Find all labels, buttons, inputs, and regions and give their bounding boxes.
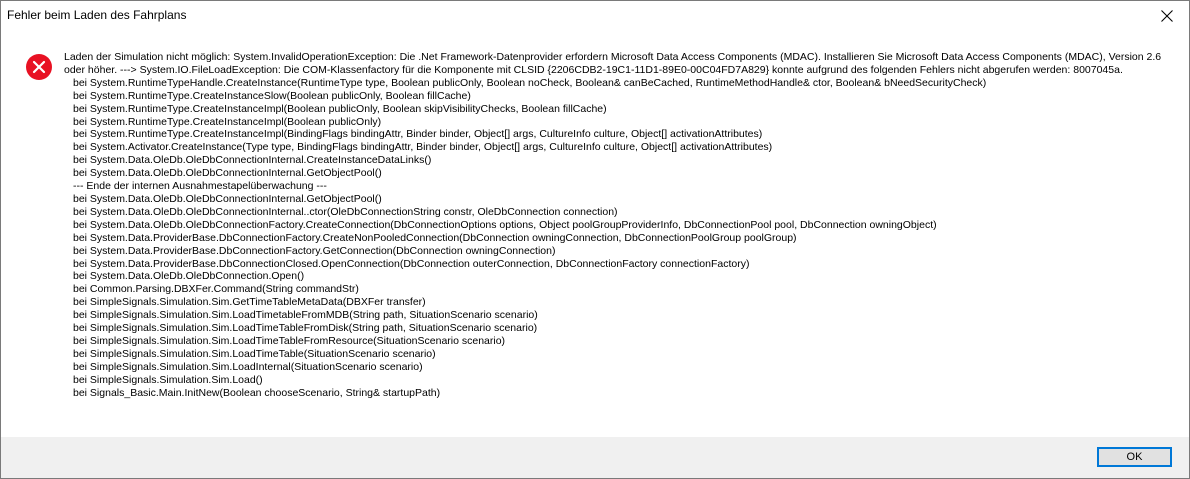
stack-trace-line: bei SimpleSignals.Simulation.Sim.LoadTimeTable(SituationScenario scenario): [73, 347, 436, 360]
stack-trace-line: bei System.Data.OleDb.OleDbConnection.Open(): [73, 270, 305, 283]
stack-trace-line: bei System.Data.OleDb.OleDbConnectionInternal.GetObjectPool(): [73, 192, 382, 205]
stack-trace-line: bei System.RuntimeTypeHandle.CreateInstance(RuntimeType type, Boolean publicOnly, Boolean noCheck, Boolean& canBeCached, RuntimeMethodHandle& ctor, Boolean& bNeedSecurityCheck): [73, 76, 987, 89]
error-message: [64, 51, 1174, 399]
stack-trace-line: bei System.RuntimeType.CreateInstanceSlow(Boolean publicOnly, Boolean fillCache): [73, 89, 471, 102]
stack-trace-line: bei System.RuntimeType.CreateInstanceImpl(BindingFlags bindingAttr, Binder binder, Object[] args, CultureInfo culture, Object[] activationAttributes): [73, 128, 763, 141]
close-icon: [1161, 10, 1173, 22]
stack-trace-line: bei System.Data.ProviderBase.DbConnectionClosed.OpenConnection(DbConnection outerConnection, DbConnectionFactory connectionFactory): [73, 257, 750, 270]
stack-trace-line: bei SimpleSignals.Simulation.Sim.LoadTimeTableFromDisk(String path, SituationScenario scenario): [73, 322, 538, 335]
stack-trace-line: bei System.RuntimeType.CreateInstanceImpl(Boolean publicOnly, Boolean skipVisibilityChecks, Boolean fillCache): [73, 102, 607, 115]
stack-trace: [64, 77, 1174, 400]
stack-trace-line: bei System.Activator.CreateInstance(Type type, BindingFlags bindingAttr, Binder binder, Object[] args, CultureInfo culture, Object[] activationAttributes): [73, 141, 773, 154]
stack-trace-line: bei System.Data.OleDb.OleDbConnectionInternal.CreateInstanceDataLinks(): [73, 154, 432, 167]
stack-trace-line: bei System.Data.OleDb.OleDbConnectionFactory.CreateConnection(DbConnectionOptions options, Object poolGroupProviderInfo, DbConnectionPool pool, DbConnection owningObject): [73, 218, 937, 231]
stack-trace-line: bei System.Data.OleDb.OleDbConnectionInternal.GetObjectPool(): [73, 167, 382, 180]
stack-trace-line: bei SimpleSignals.Simulation.Sim.Load(): [73, 373, 263, 386]
stack-trace-line: bei Signals_Basic.Main.InitNew(Boolean chooseScenario, String& startupPath): [73, 386, 441, 399]
window-title: Fehler beim Laden des Fahrplans: [7, 8, 187, 22]
dialog-content: [1, 31, 1189, 437]
stack-trace-line: bei System.Data.ProviderBase.DbConnectionFactory.GetConnection(DbConnection owningConnection): [73, 244, 556, 257]
close-button[interactable]: [1145, 1, 1189, 31]
stack-trace-line: bei SimpleSignals.Simulation.Sim.GetTimeTableMetaData(DBXFer transfer): [73, 296, 426, 309]
error-circle-x-icon: [25, 53, 53, 81]
title-bar[interactable]: [1, 1, 1189, 31]
stack-trace-line: bei SimpleSignals.Simulation.Sim.LoadInternal(SituationScenario scenario): [73, 360, 423, 373]
stack-trace-line: bei System.RuntimeType.CreateInstanceImpl(Boolean publicOnly): [73, 115, 382, 128]
stack-trace-line: bei SimpleSignals.Simulation.Sim.LoadTimeTableFromResource(SituationScenario scenario): [73, 334, 506, 347]
ok-button[interactable]: OK: [1097, 447, 1172, 467]
error-message-head: Laden der Simulation nicht möglich: System.InvalidOperationException: Die .Net Framework-Datenprovider erfordern Microsoft Data Access Components (MDAC). Installieren Sie Microsoft Data Access Components (MDAC), Version 2.6 oder höher. ---> System.IO.FileLoadException: Die COM-Klassenfactory für die Komponente mit CLSID {2206CDB2-19C1-11D1-89E0-00C04FD7A829} konnte aufgrund des folgenden Fehlers nicht abgerufen werden: 8007045a.: [64, 51, 1162, 76]
stack-trace-line: bei System.Data.ProviderBase.DbConnectionFactory.CreateNonPooledConnection(DbConnection owningConnection, DbConnectionPoolGroup poolGroup): [73, 231, 797, 244]
stack-trace-line: --- Ende der internen Ausnahmestapelüberwachung ---: [73, 180, 327, 193]
stack-trace-line: bei System.Data.OleDb.OleDbConnectionInternal..ctor(OleDbConnectionString constr, OleDbConnection connection): [73, 205, 618, 218]
stack-trace-line: bei Common.Parsing.DBXFer.Command(String commandStr): [73, 283, 359, 296]
dialog-footer: [1, 437, 1189, 478]
stack-trace-line: bei SimpleSignals.Simulation.Sim.LoadTimetableFromMDB(String path, SituationScenario scenario): [73, 309, 538, 322]
